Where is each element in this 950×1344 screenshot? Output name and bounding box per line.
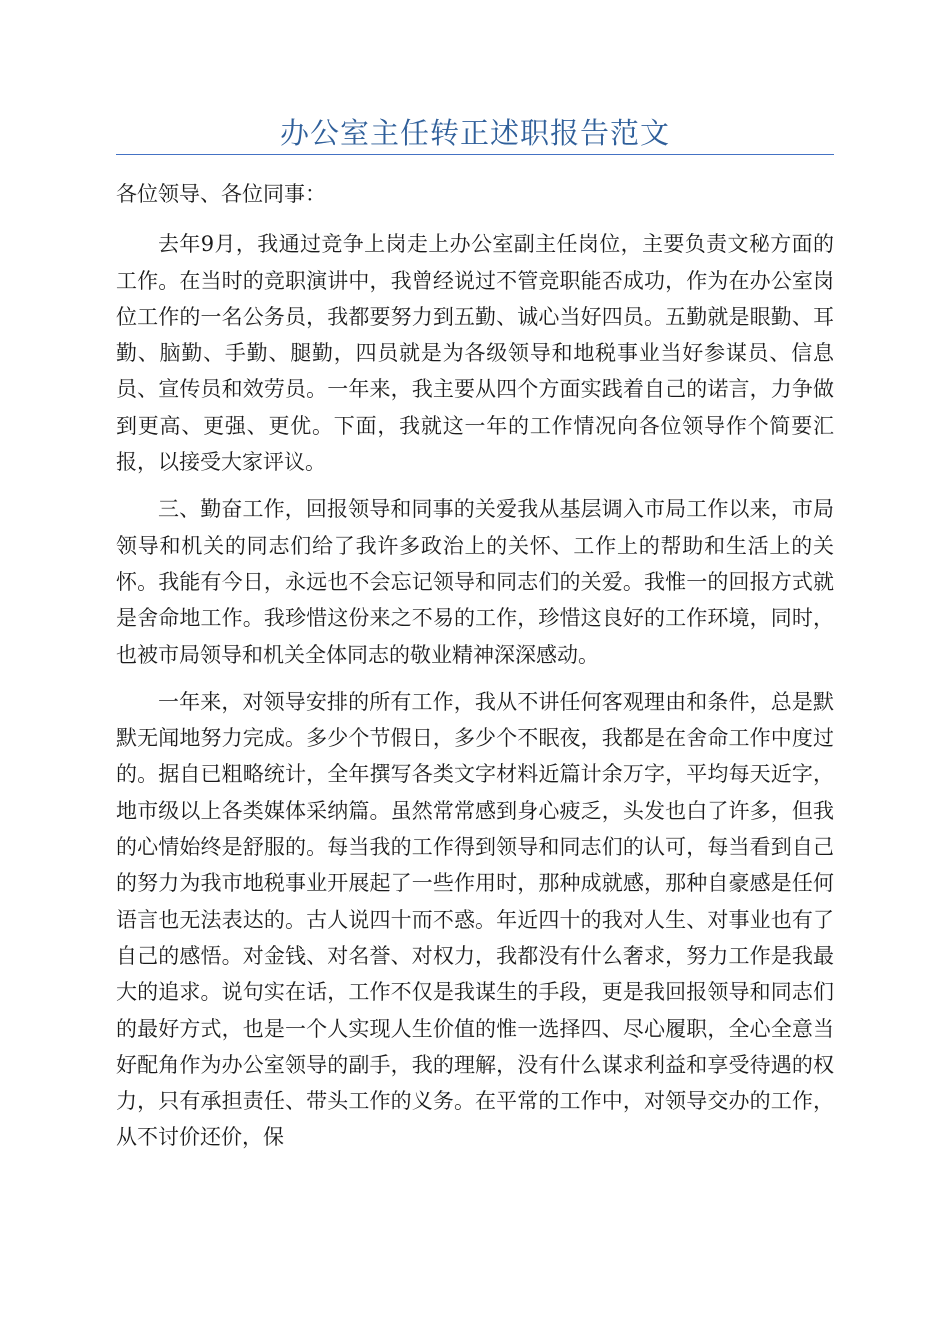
paragraph-3: 一年来，对领导安排的所有工作，我从不讲任何客观理由和条件，总是默默无闻地努力完成。多少个节假日，多少个不眠夜，我都是在舍命工作中度过的。据自已粗略统计，全年撰写各类文字材料近篇计余万字，平均每天近字，地市级以上各类媒体采纳篇。虽然常常感到身心疲乏，头发也白了许多，但我的心情始终是舒服的。每当我的工作得到领导和同志们的认可，每当看到自己的努力为我市地税事业开展起了一些作用时，那种成就感，那种自豪感是任何语言也无法表达的。古人说四十而不惑。年近四十的我对人生、对事业也有了自己的感悟。对金钱、对名誉、对权力，我都没有什么奢求，努力工作是我最大的追求。说句实在话，工作不仅是我谋生的手段，更是我回报领导和同志们的最好方式，也是一个人实现人生价值的惟一选择四、尽心履职，全心全意当好配角作为办公室领导的副手，我的理解，没有什么谋求利益和享受待遇的权力，只有承担责任、带头工作的义务。在平常的工作中，对领导交办的工作，从不讨价还价，保 [116, 689, 834, 1150]
paragraph-2: 三、勤奋工作，回报领导和同事的关爱我从基层调入市局工作以来，市局领导和机关的同志们给了我许多政治上的关怀、工作上的帮助和生活上的关怀。我能有今日，永远也不会忘记领导和同志们的关爱。我惟一的回报方式就是舍命地工作。我珍惜这份来之不易的工作，珍惜这良好的工作环境，同时，也被市局领导和机关全体同志的敬业精神深深感动。 [116, 497, 834, 667]
paragraph-1: 去年9月，我通过竞争上岗走上办公室副主任岗位，主要负责文秘方面的工作。在当时的竞职演讲中，我曾经说过不管竞职能否成功，作为在办公室岗位工作的一名公务员，我都要努力到五勤、诚心当好四员。五勤就是眼勤、耳勤、脑勤、手勤、腿勤，四员就是为各级领导和地税事业当好参谋员、信息员、宣传员和效劳员。一年来，我主要从四个方面实践着自己的诺言，力争做到更高、更强、更优。下面，我就这一年的工作情况向各位领导作个简要汇报，以接受大家评议。 [116, 232, 834, 475]
title-underline [116, 154, 834, 155]
salutation: 各位领导、各位同事： [116, 182, 326, 206]
document-title: 办公室主任转正述职报告范文 [279, 116, 670, 150]
document-body [116, 176, 834, 1167]
